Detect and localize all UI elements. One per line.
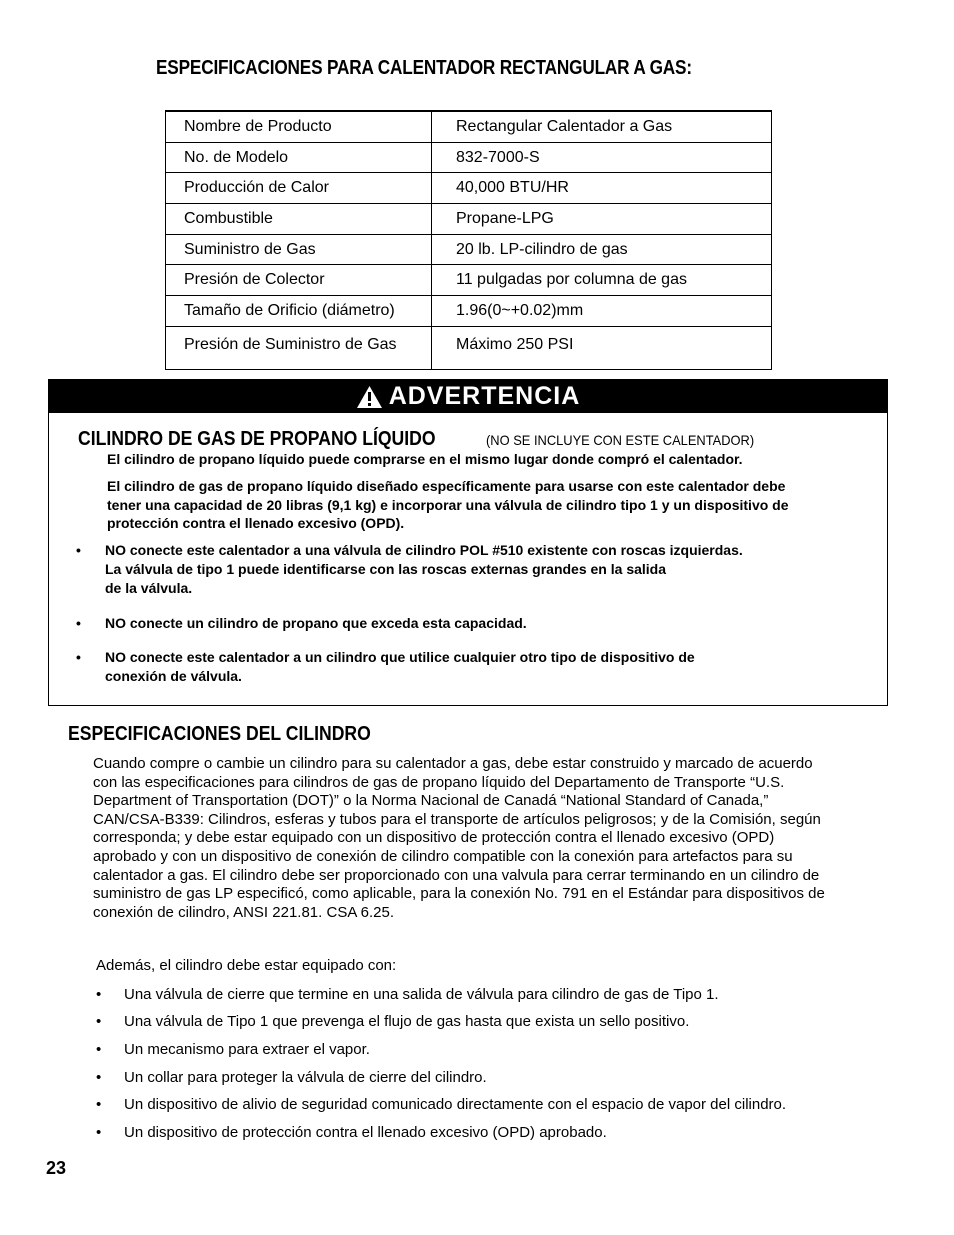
bullet-dot: • [76,542,81,558]
table-row [166,142,772,173]
list-item-text: Un dispositivo de protección contra el llenado excesivo (OPD) aprobado. [124,1124,607,1141]
paragraph-line: CAN/CSA-B339: Cilindros, esferas y tubos para el transporte de artículos peligrosos; y de la Comisión, según [93,810,821,828]
warning-box [48,379,888,706]
warning-banner-label: ADVERTENCIA [388,382,581,410]
spec-label: Producción de Calor [166,173,432,204]
warning-bullet-line: conexión de válvula. [105,668,242,684]
warning-heading [78,428,755,451]
paragraph-line: Department of Transportation (DOT)” o la Norma Nacional de Canadá “National Standard of Canada,” [93,792,769,810]
spec-value: Máximo 250 PSI [432,326,772,369]
table-row [166,265,772,296]
list-item-text: Un mecanismo para extraer el vapor. [124,1041,370,1058]
spec-value: 832-7000-S [432,142,772,173]
warning-heading-label: CILINDRO DE GAS DE PROPANO LÍQUIDO [78,428,436,450]
paragraph-line: corresponda; y debe estar equipado con un dispositivo de protección contra el llenado excesivo (OPD) [93,829,775,847]
bullet-dot: • [96,1041,102,1058]
warning-bullet-line: NO conecte un cilindro de propano que exceda esta capacidad. [105,615,527,631]
cylinder-specs-heading: ESPECIFICACIONES DEL CILINDRO [68,723,371,745]
warning-bullet-line: La válvula de tipo 1 puede identificarse con las roscas externas grandes en la salida [105,561,667,577]
spec-value: Rectangular Calentador a Gas [432,111,772,142]
paragraph-line: conexión de cilindro, ANSI 221.81. CSA 6.25. [93,903,395,921]
spec-value: 40,000 BTU/HR [432,173,772,204]
equipment-intro: Además, el cilindro debe estar equipado con: [96,957,397,974]
spec-label: No. de Modelo [166,142,432,173]
warning-bullet-line: NO conecte este calentador a una válvula de cilindro POL #510 existente con roscas izquierdas. [105,542,743,558]
list-item-text: Un dispositivo de alivio de seguridad comunicado directamente con el espacio de vapor del cilindro. [124,1096,787,1113]
table-row [166,234,772,265]
paragraph-line: con las especificaciones para cilindros de gas de propano líquido del Departamento de Transporte “U.S. [93,773,785,791]
table-row [166,173,772,204]
bullet-dot: • [76,615,81,631]
specs-table [165,110,772,370]
warning-banner [49,380,887,413]
paragraph-line: aprobado y con un dispositivo de conexión de cilindro compatible con la conexión para artefactos para su [93,847,793,865]
spec-label: Combustible [166,204,432,235]
table-row [166,204,772,235]
list-item-text: Una válvula de Tipo 1 que prevenga el flujo de gas hasta que exista un sello positivo. [124,1013,690,1030]
spec-value: 1.96(0~+0.02)mm [432,296,772,327]
spec-label: Nombre de Producto [166,111,432,142]
table-row [166,111,772,142]
warning-heading-note: (NO SE INCLUYE CON ESTE CALENTADOR) [486,432,755,448]
spec-label: Suministro de Gas [166,234,432,265]
spec-label: Tamaño de Orificio (diámetro) [166,296,432,327]
page-number: 23 [46,1158,67,1178]
spec-value: 20 lb. LP-cilindro de gas [432,234,772,265]
paragraph-line: Cuando compre o cambie un cilindro para su calentador a gas, debe estar construido y marcado de acuerdo [93,755,813,772]
bullet-dot: • [96,1013,102,1030]
spec-label: Presión de Suministro de Gas [166,326,432,369]
warning-bullet-line: NO conecte este calentador a un cilindro que utilice cualquier otro tipo de dispositivo de [105,649,695,665]
spec-value: Propane-LPG [432,204,772,235]
warning-line: El cilindro de propano líquido puede comprarse en el mismo lugar donde compró el calentador. [107,451,743,467]
bullet-dot: • [96,1124,102,1141]
spec-label: Presión de Colector [166,265,432,296]
table-row [166,326,772,369]
list-item-text: Un collar para proteger la válvula de cierre del cilindro. [124,1069,487,1086]
table-row [166,296,772,327]
page-title: ESPECIFICACIONES PARA CALENTADOR RECTANGULAR A GAS: [156,57,692,79]
warning-para-line: tener una capacidad de 20 libras (9,1 kg) e incorporar una válvula de cilindro tipo 1 y un dispositivo de [107,497,789,513]
spec-value: 11 pulgadas por columna de gas [432,265,772,296]
warning-bullet-line: de la válvula. [105,580,193,596]
warning-para-line: protección contra el llenado excesivo (OPD). [107,515,405,531]
bullet-dot: • [96,1069,102,1086]
warning-para-line: El cilindro de gas de propano líquido diseñado específicamente para usarse con este calentador debe [107,478,786,494]
bullet-dot: • [96,986,102,1003]
bullet-dot: • [96,1096,102,1113]
warning-triangle-icon [356,385,383,409]
paragraph-line: calentador a gas. El cilindro debe ser proporcionado con una valvula para cerrar terminando en un cilindro de [93,866,820,884]
bullet-dot: • [76,649,81,665]
paragraph-line: suministro de gas LP especificó, como aplicable, para la conexión No. 791 en el Estándar para dispositivos de [93,885,825,903]
cylinder-specs-paragraph [93,755,883,922]
list-item-text: Una válvula de cierre que termine en una salida de válvula para cilindro de gas de Tipo 1. [124,986,719,1003]
